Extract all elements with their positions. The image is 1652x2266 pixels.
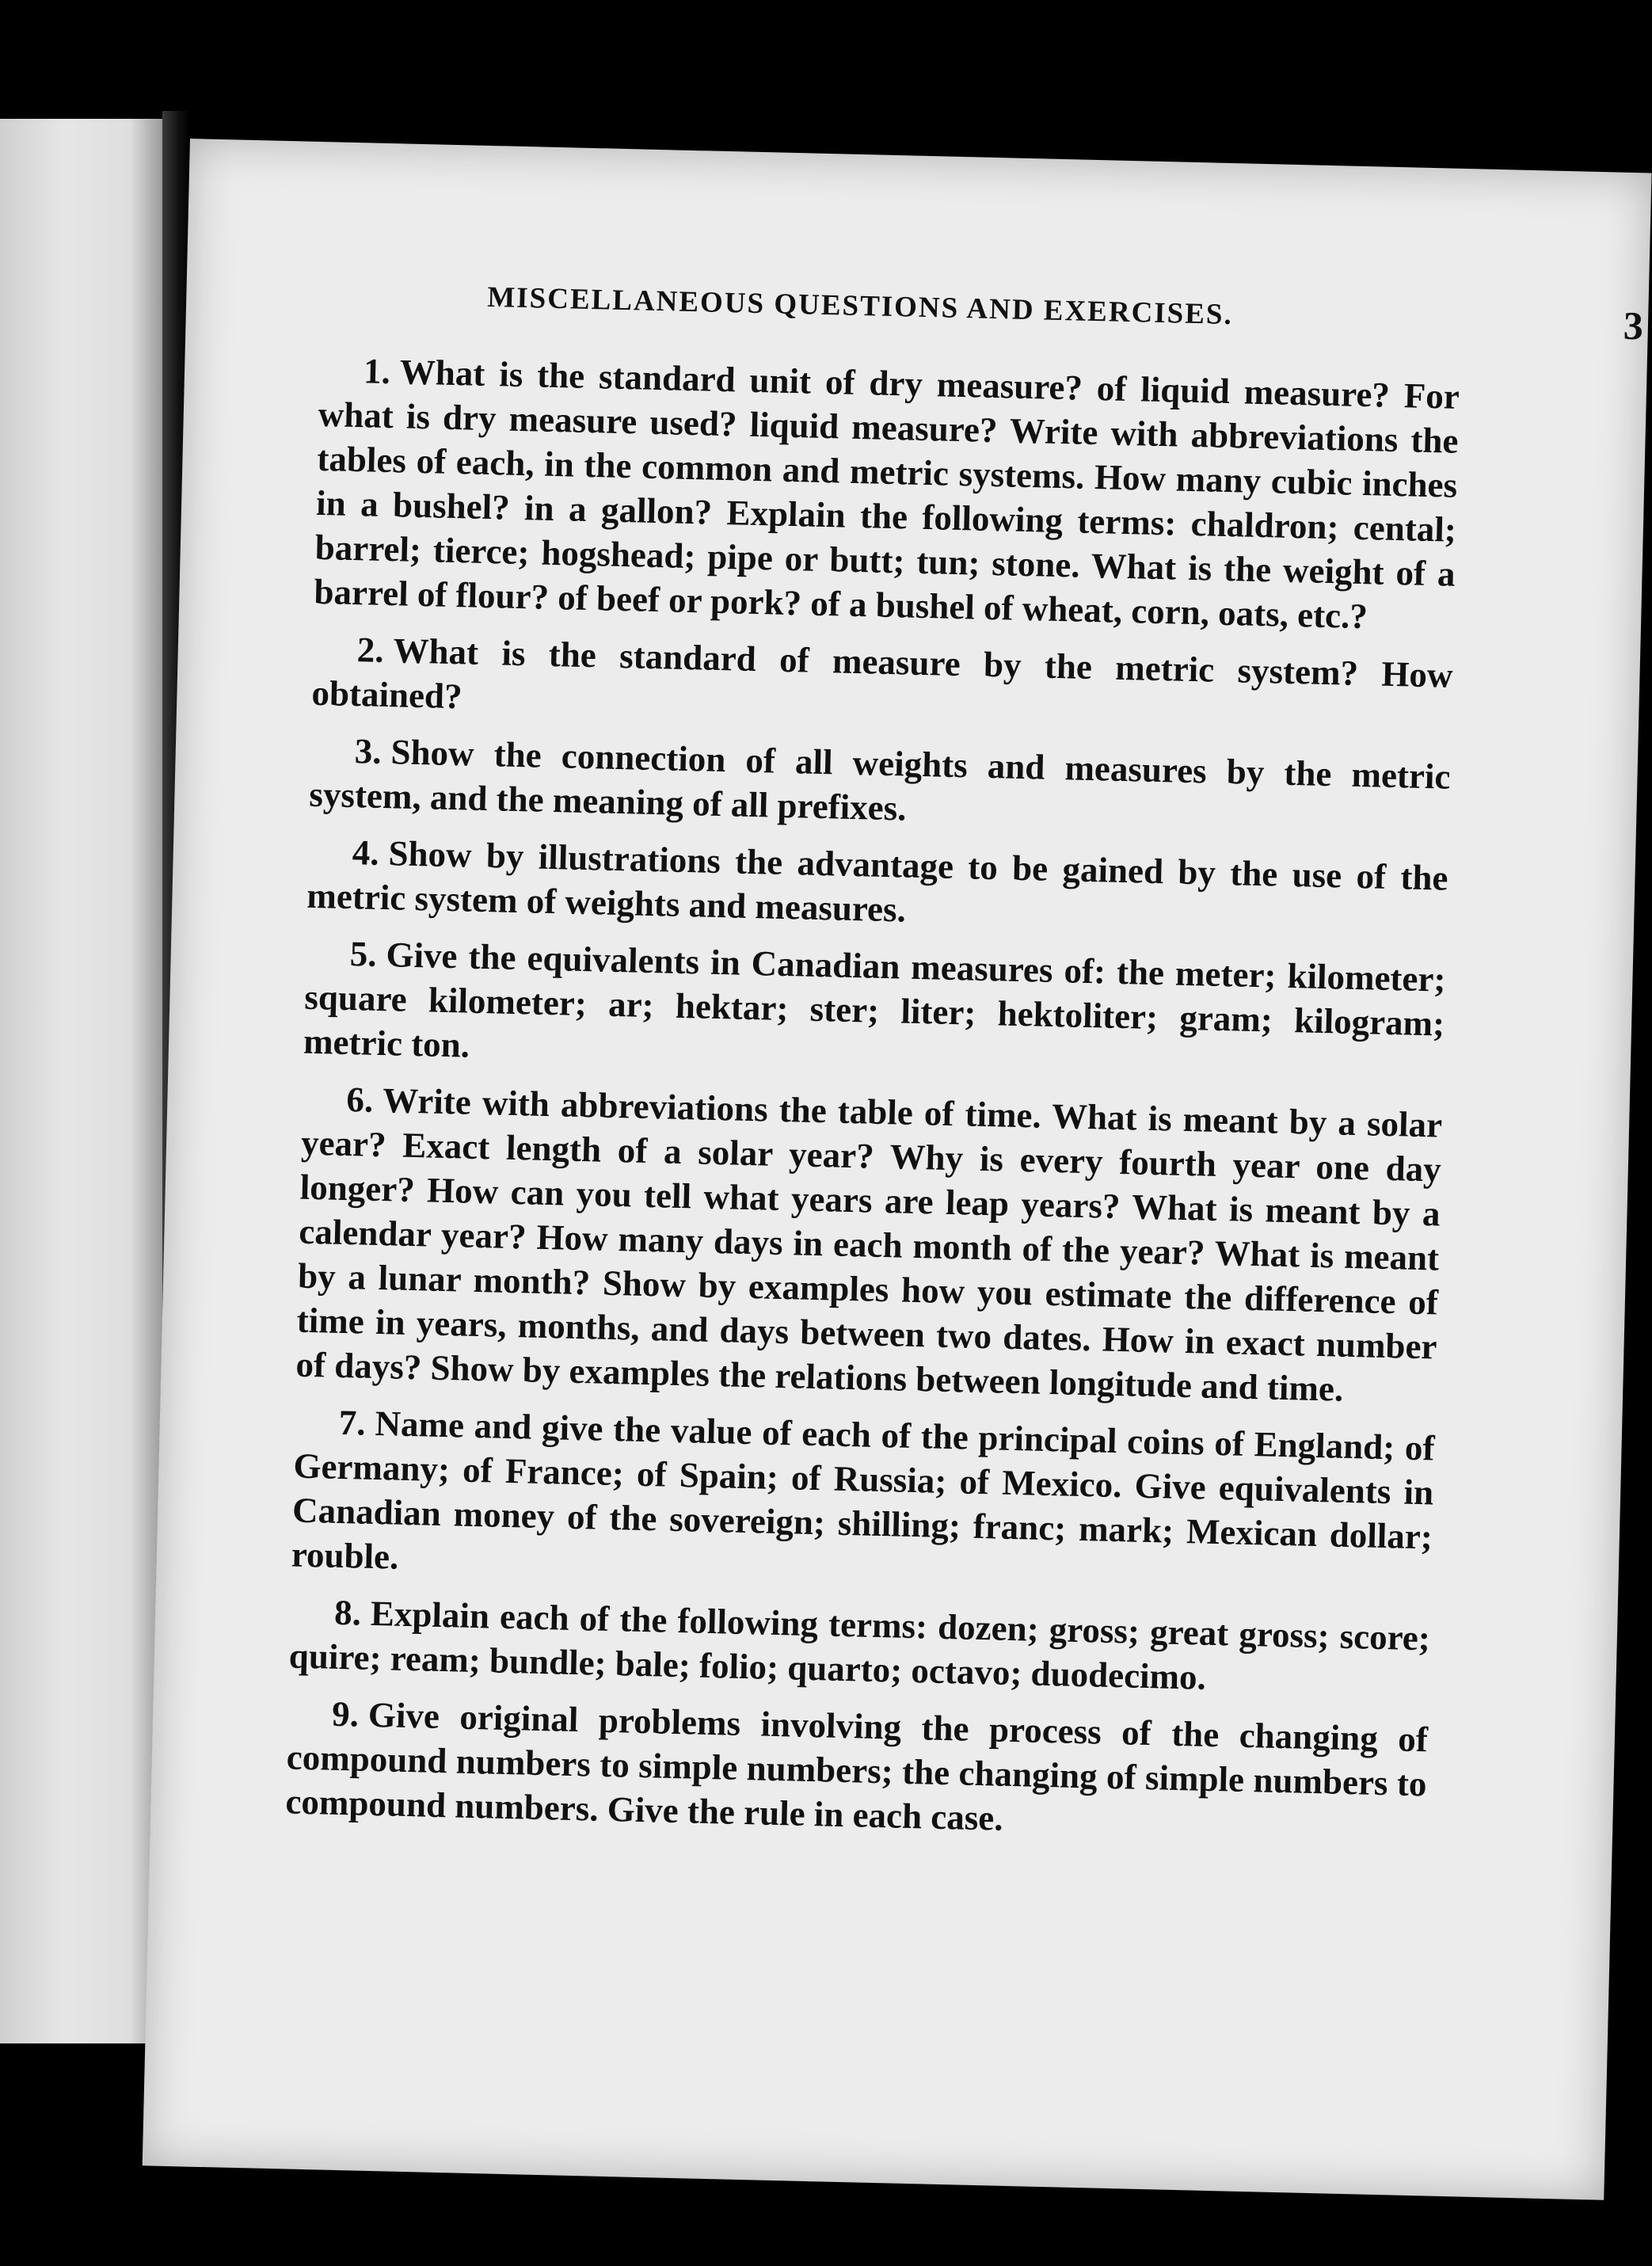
question-number: 8. <box>333 1592 362 1633</box>
question-number: 2. <box>356 630 385 670</box>
question-text: What is the standard unit of dry measure? of liquid measure? For what is dry measure used? liquid measure? Write with abbreviations the tables of each, in the common and metric systems. How many cubic inches in a bushel? in a gallon? Explain the following terms: chaldron; cental; barrel; tierce; hogshead; pipe or butt; tun; stone. What is the weight of a barrel of flour? of beef or pork? of a bushel of wheat, corn, oats, etc.? <box>313 352 1460 637</box>
question-number: 7. <box>338 1402 367 1443</box>
question-text: What is the standard of measure by the metric system? How obtained? <box>310 630 1454 717</box>
question-text: Give original problems involving the process of the changing of compound numbers to simple numbers; the changing of simple numbers to compound numbers. Give the rule in each case. <box>284 1694 1429 1838</box>
page-header <box>486 280 1643 363</box>
question-6 <box>295 1076 1443 1414</box>
question-text: Name and give the value of each of the principal coins of England; of Germany; of France; of Spain; of Russia; of Mexico. Give equivalents in Canadian money of the sovereign; shilling; franc; mark; Mexican dollar; rouble. <box>291 1403 1436 1577</box>
facing-page-edge <box>0 119 162 2043</box>
page-number: 3 <box>1623 303 1644 348</box>
question-9 <box>285 1690 1429 1850</box>
question-text: Write with abbreviations the table of time. What is meant by a solar year? Exact length of a solar year? Why is every fourth year one day longer? How can you tell what years are leap years? What is meant by a calendar year? How many days in each month of the year? What is meant by a lunar month? Show by examples how you estimate the difference of time in years, months, and days between two dates. How in exact number of days? Show by examples the relations between longitude and time. <box>295 1080 1443 1409</box>
question-number: 4. <box>352 832 380 873</box>
question-text: Give the equivalents in Canadian measures of: the meter; kilometer; square kilometer; ar; hektar; ster; liter; hektoliter; gram; kilogram; metric ton. <box>303 935 1447 1065</box>
question-4 <box>306 829 1448 945</box>
question-1 <box>314 348 1460 641</box>
question-number: 3. <box>354 731 383 771</box>
questions-list <box>285 348 1460 1863</box>
question-number: 9. <box>331 1693 360 1735</box>
question-number: 6. <box>345 1079 374 1120</box>
running-head: MISCELLANEOUS QUESTIONS AND EXERCISES. <box>486 280 1234 332</box>
question-text: Show the connection of all weights and measures by the metric system, and the meaning of all prefixes. <box>308 732 1452 828</box>
question-number: 5. <box>349 934 378 974</box>
question-number: 1. <box>363 351 391 392</box>
question-5 <box>303 931 1447 1091</box>
question-3 <box>309 728 1451 844</box>
question-8 <box>288 1589 1430 1704</box>
question-text: Explain each of the following terms: dozen; gross; great gross; score; quire; ream; bundle; bale; folio; quarto; octavo; duodecimo. <box>288 1593 1431 1697</box>
question-2 <box>311 626 1453 742</box>
question-7 <box>291 1400 1435 1604</box>
question-text: Show by illustrations the advantage to be gained by the use of the metric system of weights and measures. <box>306 833 1449 930</box>
book-page <box>143 139 1652 2200</box>
